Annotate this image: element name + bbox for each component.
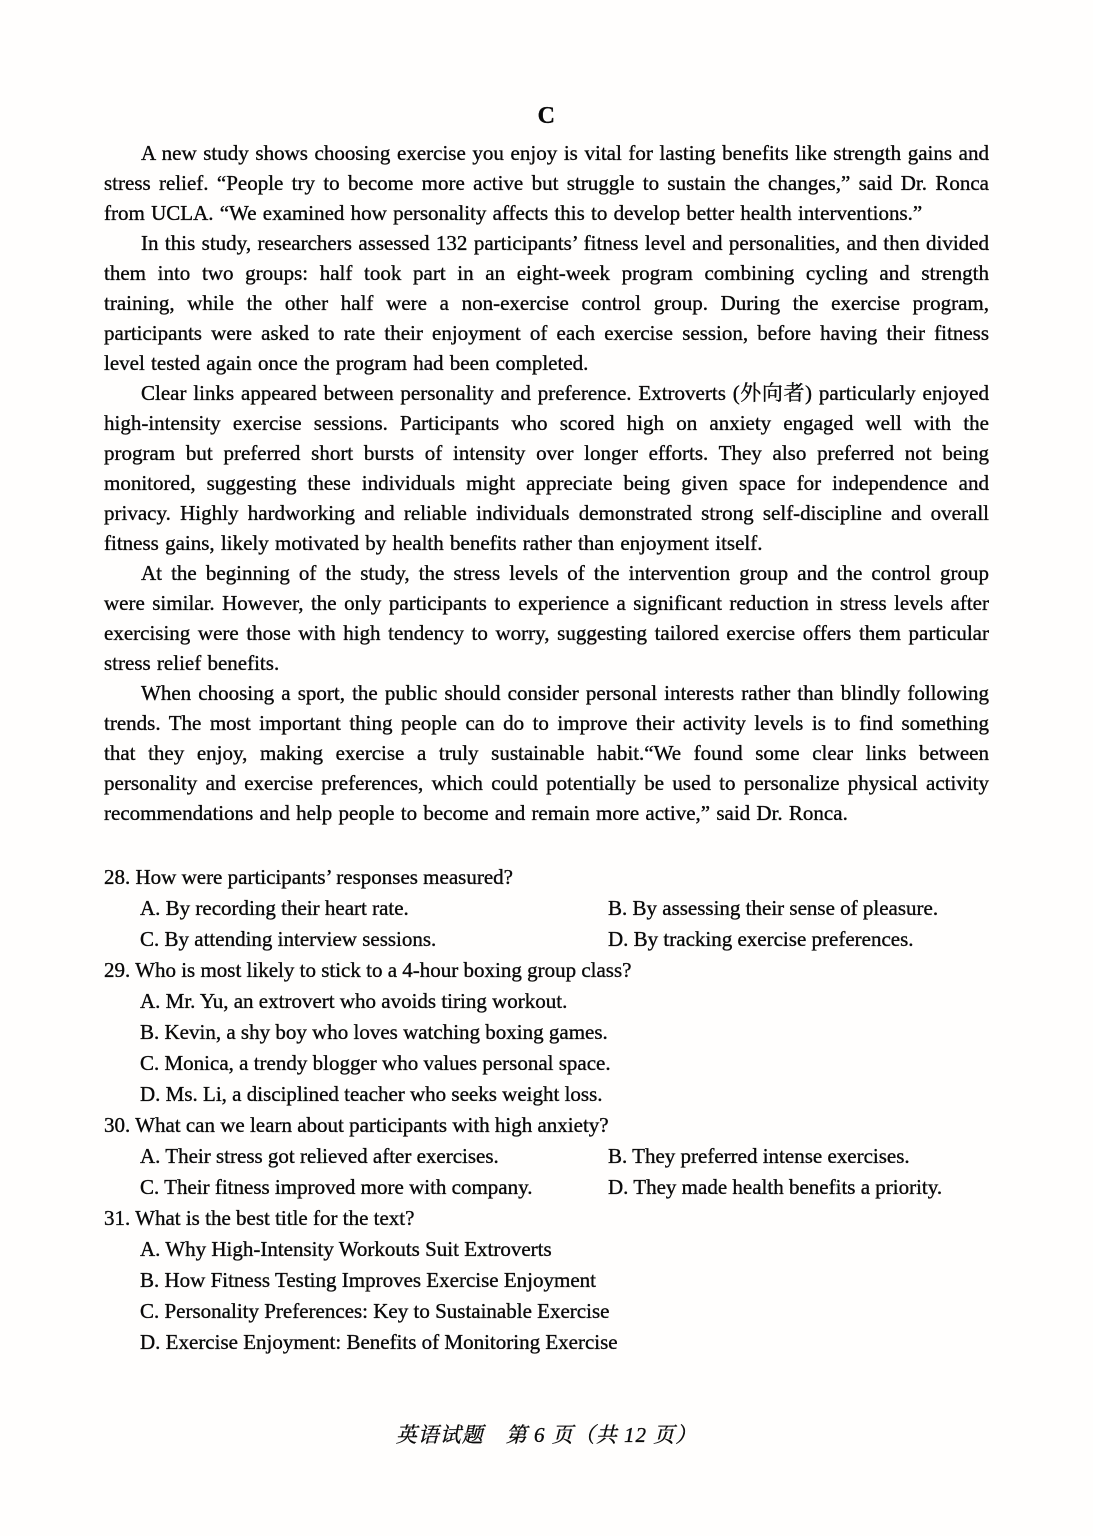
question-29-option-d: D. Ms. Li, a disciplined teacher who seeks weight loss. (140, 1082, 603, 1106)
question-31-option-d: D. Exercise Enjoyment: Benefits of Monitoring Exercise (140, 1330, 618, 1354)
passage-section-label: C (537, 103, 556, 129)
question-29-option-c: C. Monica, a trendy blogger who values personal space. (140, 1051, 611, 1075)
question-30-option-c: C. Their fitness improved more with company. (140, 1175, 533, 1199)
question-29-option-a: A. Mr. Yu, an extrovert who avoids tiring workout. (140, 989, 568, 1013)
question-30-option-a: A. Their stress got relieved after exercises. (140, 1144, 499, 1168)
questions-section (104, 862, 989, 1358)
question-28-stem: 28. How were participants’ responses measured? (104, 865, 513, 889)
question-28-option-a: A. By recording their heart rate. (140, 896, 409, 920)
question-31-option-a: A. Why High-Intensity Workouts Suit Extroverts (140, 1237, 552, 1261)
passage-paragraph-3: Clear links appeared between personality and preference. Extroverts (外向者) particularly enjoyed high-intensity exercise sessions. Participants who scored high on anxiety engaged well with the program but preferred short bursts of intensity over longer efforts. They also preferred not being monitored, suggesting these individuals might appreciate being given space for independence and privacy. Highly hardworking and reliable individuals demonstrated strong self-discipline and overall fitness gains, likely motivated by health benefits rather than enjoyment itself. (104, 381, 989, 555)
question-30-stem: 30. What can we learn about participants with high anxiety? (104, 1113, 609, 1137)
question-29 (104, 955, 989, 1110)
passage-paragraph-1: A new study shows choosing exercise you enjoy is vital for lasting benefits like strength gains and stress relief. “People try to become more active but struggle to sustain the changes,” said Dr. Ronca from UCLA. “We examined how personality affects this to develop better health interventions.” (104, 141, 989, 225)
question-30-option-d: D. They made health benefits a priority. (608, 1175, 943, 1199)
question-31-options (104, 1234, 989, 1358)
question-28-options (104, 893, 989, 955)
question-31-option-b: B. How Fitness Testing Improves Exercise Enjoyment (140, 1268, 597, 1292)
passage-paragraph-5: When choosing a sport, the public should consider personal interests rather than blindly following trends. The most important thing people can do to improve their activity levels is to find something that they enjoy, making exercise a truly sustainable habit.“We found some clear links between personality and exercise preferences, which could potentially be used to personalize physical activity recommendations and help people to become and remain more active,” said Dr. Ronca. (104, 681, 989, 825)
question-30-options (104, 1141, 989, 1203)
question-31-stem: 31. What is the best title for the text? (104, 1206, 415, 1230)
question-28-option-b: B. By assessing their sense of pleasure. (608, 896, 939, 920)
question-28 (104, 862, 989, 955)
passage-paragraph-2: In this study, researchers assessed 132 participants’ fitness level and personalities, and then divided them into two groups: half took part in an eight-week program combining cycling and strength training, while the other half were a non-exercise control group. During the exercise program, participants were asked to rate their enjoyment of each exercise session, before having their fitness level tested again once the program had been completed. (104, 231, 989, 375)
passage-paragraph-4: At the beginning of the study, the stress levels of the intervention group and the control group were similar. However, the only participants to experience a significant reduction in stress levels after exercising were those with high tendency to worry, suggesting tailored exercise offers them particular stress relief benefits. (104, 561, 989, 675)
page-footer-text: 英语试题 第 6 页（共 12 页） (395, 1423, 698, 1447)
question-29-options (104, 986, 989, 1110)
question-30 (104, 1110, 989, 1203)
question-31-option-c: C. Personality Preferences: Key to Sustainable Exercise (140, 1299, 610, 1323)
page-footer (0, 1420, 1093, 1450)
question-28-option-d: D. By tracking exercise preferences. (608, 927, 914, 951)
question-29-stem: 29. Who is most likely to stick to a 4-hour boxing group class? (104, 958, 632, 982)
question-30-option-b: B. They preferred intense exercises. (608, 1144, 910, 1168)
question-29-option-b: B. Kevin, a shy boy who loves watching boxing games. (140, 1020, 608, 1044)
reading-passage (104, 138, 989, 828)
question-28-option-c: C. By attending interview sessions. (140, 927, 437, 951)
question-31 (104, 1203, 989, 1358)
